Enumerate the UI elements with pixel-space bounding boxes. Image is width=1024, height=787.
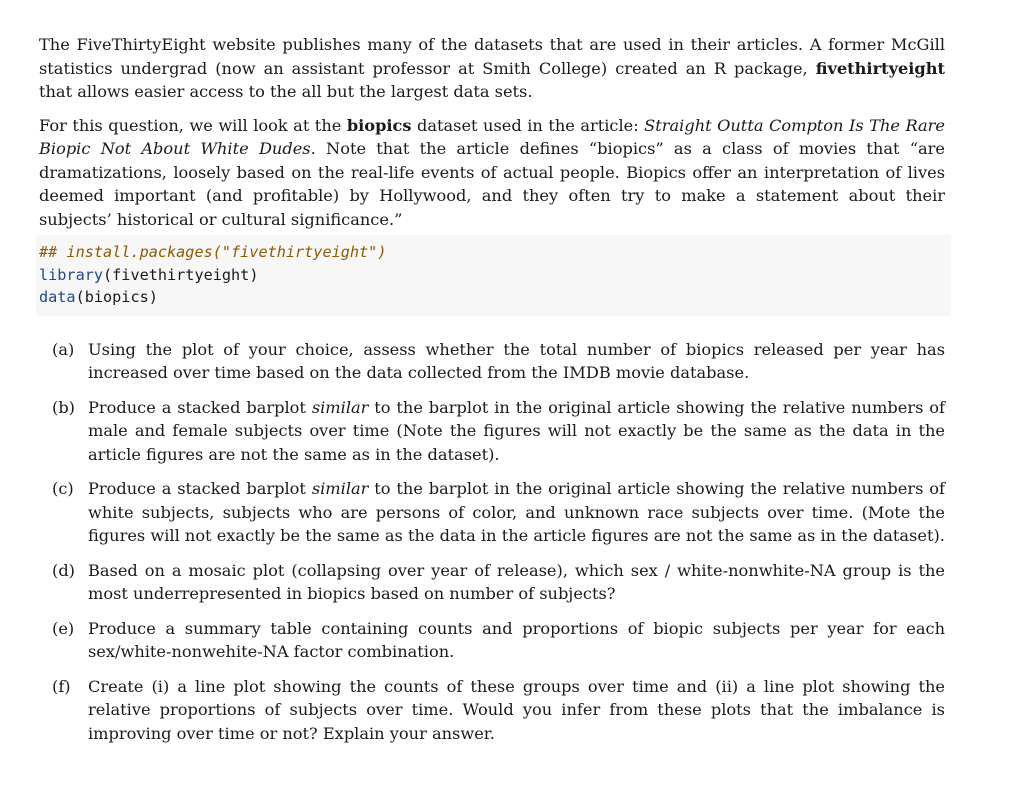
package-name: fivethirtyeight: [815, 58, 945, 78]
question-c: [39, 477, 945, 548]
question-b-emphasis: similar: [311, 397, 369, 417]
question-d: [39, 559, 945, 606]
library-function: library: [39, 265, 104, 284]
question-a-label: (a): [52, 339, 75, 359]
question-c-end: to the barplot in the original article showing the relative numbers of white subjects, subjects who are persons of color, and unknown race subjects over time. (Mote the figures will not exactly be the same as the data in the article figures are not the same as in the dataset).: [88, 479, 945, 545]
dataset-name: biopics: [346, 115, 412, 135]
question-c-emphasis: similar: [311, 479, 369, 498]
intro-p2-mid: dataset used in the article:: [411, 115, 645, 135]
article-title: Straight Outta Compton Is The Rare Biopic Not About White Dudes.: [39, 115, 945, 158]
question-f-label: (f): [52, 676, 71, 696]
code-line-comment: ## install.packages("fivethirtyeight"): [39, 243, 387, 261]
question-c-label: (c): [52, 479, 74, 498]
code-line-library: [39, 264, 948, 287]
intro-p2-end: Note that the article defines “biopics” as a class of movies that “are dramatizations, loosely based on the real-life events of actual people. Biopics offer an interpretation of lives deemed important (and profitable) by Hollywood, and they often try to make a statement about their subjects’ historical or cultural significance.”: [39, 139, 945, 229]
question-list: [39, 338, 945, 746]
question-e-text: Produce a summary table containing counts and proportions of biopic subjects per year for each sex/white-nonwehite-NA factor combination.: [88, 618, 945, 661]
question-d-label: (d): [52, 560, 75, 580]
question-f-text: Create (i) a line plot showing the counts of these groups over time and (ii) a line plot showing the relative proportions of subjects over time. Would you infer from these plots that the imbalance is improving over time or not? Explain your answer.: [88, 676, 945, 743]
question-f: [39, 675, 945, 746]
intro-paragraph-1: [39, 33, 945, 104]
question-b: [39, 396, 945, 467]
code-block: [36, 235, 951, 316]
intro-p2-start: For this question, we will look at the: [39, 115, 347, 135]
data-function: data: [39, 288, 76, 306]
intro-p1-text: The FiveThirtyEight website publishes many of the datasets that are used in their articles. A former McGill statistics undergrad (now an assistant professor at Smith College) created an R package,: [39, 35, 945, 78]
question-b-end: to the barplot in the original article showing the relative numbers of male and female subjects over time (Note the figures will not exactly be the same as the data in the article figures are not the same as in the dataset).: [88, 397, 945, 464]
intro-paragraph-2: [39, 114, 945, 232]
data-args: (biopics): [75, 288, 158, 306]
question-a-text: Using the plot of your choice, assess whether the total number of biopics released per year has increased over time based on the data collected from the IMDB movie database.: [88, 339, 945, 382]
document-page: [39, 33, 945, 756]
question-e-label: (e): [52, 618, 75, 638]
question-d-text: Based on a mosaic plot (collapsing over year of release), which sex / white-nonwhite-NA group is the most underrepresented in biopics based on number of subjects?: [88, 560, 945, 603]
question-b-label: (b): [52, 397, 75, 417]
intro-p1-end: that allows easier access to the all but the largest data sets.: [39, 82, 533, 101]
question-b-start: Produce a stacked barplot: [88, 397, 312, 417]
question-a: [39, 338, 945, 385]
code-line-data: [39, 286, 948, 309]
question-e: [39, 617, 945, 664]
library-args: (fivethirtyeight): [103, 265, 259, 284]
question-c-start: Produce a stacked barplot: [88, 479, 312, 498]
